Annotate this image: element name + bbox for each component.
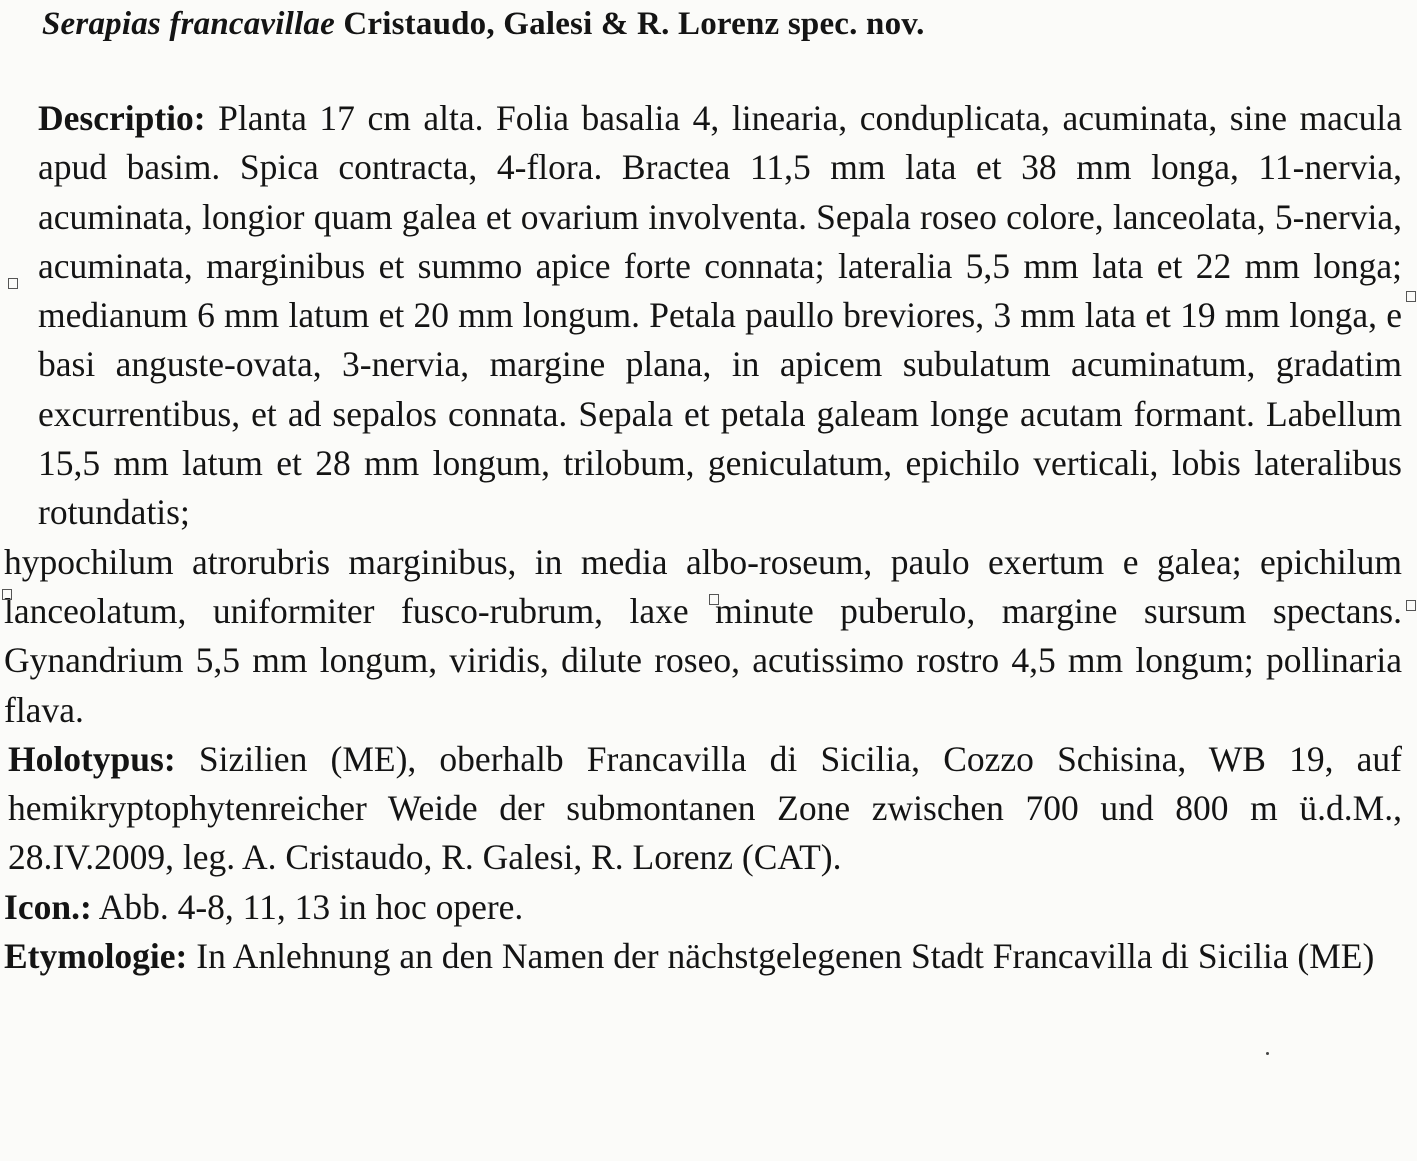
species-name: Serapias francavillae [42,6,335,42]
icon-text: Abb. 4-8, 11, 13 in hoc opere. [98,886,524,927]
species-title [42,6,925,43]
descriptio-paragraph [4,94,1402,538]
etymologie-paragraph [4,932,1402,981]
icon-paragraph [4,883,1402,932]
etymologie-text: In Anlehnung an den Namen der nächstgelegenen Stadt Francavilla di Sicilia (ME) [196,936,1375,977]
holotypus-paragraph [4,735,1402,883]
descriptio-text-part2: hypochilum atrorubris marginibus, in media albo-roseum, paulo exertum e galea; epichilum lanceolatum, uniformiter fusco-rubrum, laxe minute puberulo, margine sursum spectans. Gynandrium 5,5 mm longum, viridis, dilute roseo, acutissimo rostro 4,5 mm longum; pollinaria flava. [4,541,1402,730]
icon-label: Icon.: [4,886,92,927]
scan-artifact-dot [1266,1052,1269,1055]
protologue-body [4,94,1402,981]
scan-artifact-mark [2,589,12,600]
holotypus-label: Holotypus: [8,738,176,779]
scan-artifact-mark [8,278,18,289]
scan-artifact-mark [1406,291,1416,302]
scan-artifact-mark [709,594,719,605]
descriptio-continuation [4,538,1402,735]
etymologie-label: Etymologie: [4,936,188,977]
descriptio-text-part1: Planta 17 cm alta. Folia basalia 4, linearia, conduplicata, acuminata, sine macula apud basim. Spica contracta, 4-flora. Bractea 11,5 mm lata et 38 mm longa, 11-nervia, acuminata, longior quam galea et ovarium involventa. Sepala roseo colore, lanceolata, 5-nervia, acuminata, marginibus et summo apice forte connata; lateralia 5,5 mm lata et 22 mm longa; medianum 6 mm latum et 20 mm longum. Petala paullo breviores, 3 mm lata et 19 mm longa, e basi anguste-ovata, 3-nervia, margine plana, in apicem subulatum acuminatum, gradatim excurrentibus, et ad sepalos connata. Sepala et petala galeam longe acutam formant. Labellum 15,5 mm latum et 28 mm longum, trilobum, geniculatum, epichilo verticali, lobis lateralibus rotundatis; [38,98,1402,533]
scan-artifact-mark [1406,600,1416,611]
holotypus-text: Sizilien (ME), oberhalb Francavilla di Sicilia, Cozzo Schisina, WB 19, auf hemikryptophytenreicher Weide der submontanen Zone zwischen 700 und 800 m ü.d.M., 28.IV.2009, leg. A. Cristaudo, R. Galesi, R. Lorenz (CAT). [8,738,1403,878]
descriptio-label: Descriptio: [38,98,206,138]
species-authors: Cristaudo, Galesi & R. Lorenz spec. nov. [343,6,925,42]
